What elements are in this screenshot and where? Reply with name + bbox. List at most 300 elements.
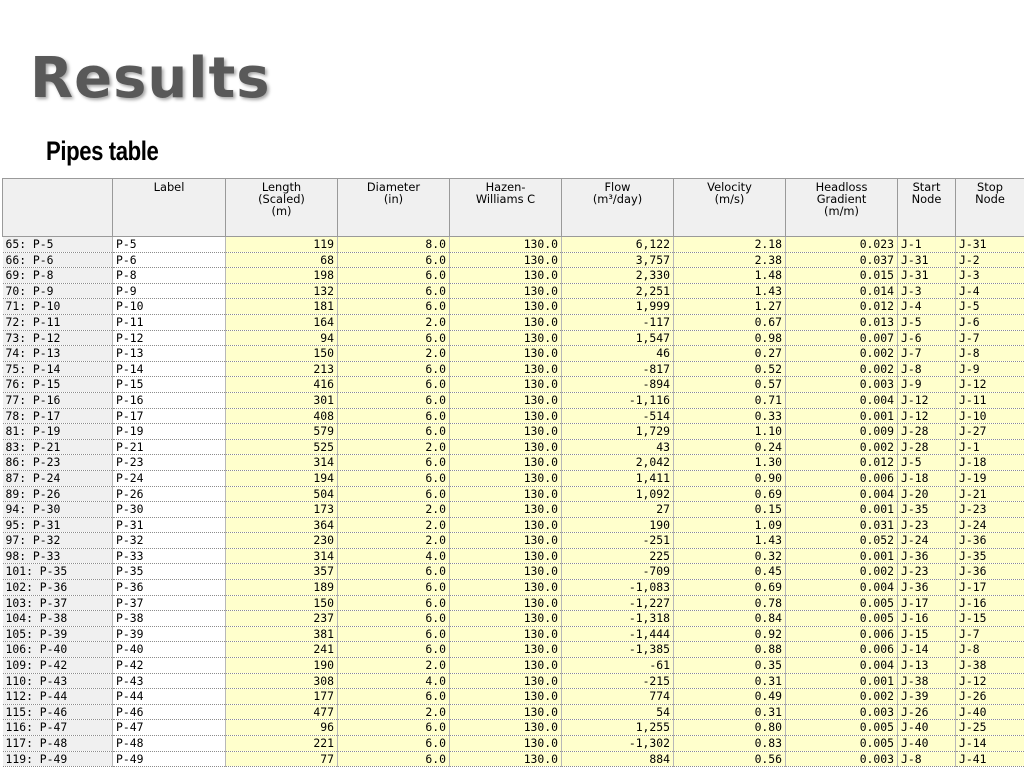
cell-length[interactable]: 77: [226, 751, 338, 767]
cell-velocity[interactable]: 0.80: [674, 720, 786, 736]
cell-flow[interactable]: -894: [562, 377, 674, 393]
cell-diameter[interactable]: 8.0: [338, 237, 450, 253]
cell-velocity[interactable]: 0.78: [674, 595, 786, 611]
cell-id[interactable]: 78: P-17: [3, 408, 113, 424]
cell-stop[interactable]: J-16: [956, 595, 1024, 611]
cell-hazen[interactable]: 130.0: [450, 252, 562, 268]
cell-diameter[interactable]: 6.0: [338, 252, 450, 268]
cell-diameter[interactable]: 6.0: [338, 455, 450, 471]
cell-id[interactable]: 105: P-39: [3, 626, 113, 642]
cell-stop[interactable]: J-5: [956, 299, 1024, 315]
table-row[interactable]: [3, 377, 1024, 393]
cell-velocity[interactable]: 1.09: [674, 517, 786, 533]
cell-id[interactable]: 86: P-23: [3, 455, 113, 471]
cell-flow[interactable]: -817: [562, 361, 674, 377]
cell-id[interactable]: 98: P-33: [3, 548, 113, 564]
cell-headloss[interactable]: 0.006: [786, 642, 898, 658]
cell-velocity[interactable]: 0.88: [674, 642, 786, 658]
cell-stop[interactable]: J-40: [956, 704, 1024, 720]
cell-velocity[interactable]: 1.43: [674, 533, 786, 549]
table-row[interactable]: [3, 392, 1024, 408]
table-row[interactable]: [3, 626, 1024, 642]
cell-start[interactable]: J-35: [898, 502, 956, 518]
table-row[interactable]: [3, 424, 1024, 440]
cell-hazen[interactable]: 130.0: [450, 658, 562, 674]
table-row[interactable]: [3, 673, 1024, 689]
cell-flow[interactable]: 2,042: [562, 455, 674, 471]
table-row[interactable]: [3, 736, 1024, 752]
cell-velocity[interactable]: 0.31: [674, 704, 786, 720]
cell-stop[interactable]: J-24: [956, 517, 1024, 533]
cell-length[interactable]: 177: [226, 689, 338, 705]
cell-flow[interactable]: -1,116: [562, 392, 674, 408]
cell-headloss[interactable]: 0.001: [786, 548, 898, 564]
cell-diameter[interactable]: 2.0: [338, 314, 450, 330]
cell-headloss[interactable]: 0.015: [786, 268, 898, 284]
cell-label[interactable]: P-15: [113, 377, 226, 393]
cell-stop[interactable]: J-7: [956, 330, 1024, 346]
cell-id[interactable]: 102: P-36: [3, 580, 113, 596]
column-header-length[interactable]: Length (Scaled) (m): [226, 179, 338, 237]
cell-length[interactable]: 416: [226, 377, 338, 393]
cell-id[interactable]: 119: P-49: [3, 751, 113, 767]
cell-start[interactable]: J-17: [898, 595, 956, 611]
cell-flow[interactable]: 3,757: [562, 252, 674, 268]
cell-label[interactable]: P-24: [113, 470, 226, 486]
cell-diameter[interactable]: 2.0: [338, 533, 450, 549]
cell-headloss[interactable]: 0.014: [786, 283, 898, 299]
table-row[interactable]: [3, 704, 1024, 720]
cell-label[interactable]: P-10: [113, 299, 226, 315]
cell-diameter[interactable]: 6.0: [338, 642, 450, 658]
cell-start[interactable]: J-9: [898, 377, 956, 393]
cell-hazen[interactable]: 130.0: [450, 720, 562, 736]
cell-flow[interactable]: -1,227: [562, 595, 674, 611]
cell-id[interactable]: 97: P-32: [3, 533, 113, 549]
table-row[interactable]: [3, 470, 1024, 486]
cell-headloss[interactable]: 0.004: [786, 392, 898, 408]
cell-stop[interactable]: J-26: [956, 689, 1024, 705]
cell-headloss[interactable]: 0.005: [786, 611, 898, 627]
cell-stop[interactable]: J-35: [956, 548, 1024, 564]
cell-velocity[interactable]: 1.48: [674, 268, 786, 284]
cell-stop[interactable]: J-18: [956, 455, 1024, 471]
cell-diameter[interactable]: 6.0: [338, 626, 450, 642]
cell-length[interactable]: 119: [226, 237, 338, 253]
cell-stop[interactable]: J-12: [956, 377, 1024, 393]
cell-label[interactable]: P-46: [113, 704, 226, 720]
cell-headloss[interactable]: 0.012: [786, 299, 898, 315]
cell-length[interactable]: 213: [226, 361, 338, 377]
cell-stop[interactable]: J-1: [956, 439, 1024, 455]
cell-label[interactable]: P-38: [113, 611, 226, 627]
cell-velocity[interactable]: 0.84: [674, 611, 786, 627]
column-header-id[interactable]: [3, 179, 113, 237]
cell-length[interactable]: 357: [226, 564, 338, 580]
table-row[interactable]: [3, 580, 1024, 596]
cell-hazen[interactable]: 130.0: [450, 392, 562, 408]
cell-start[interactable]: J-38: [898, 673, 956, 689]
cell-diameter[interactable]: 2.0: [338, 704, 450, 720]
cell-start[interactable]: J-24: [898, 533, 956, 549]
cell-id[interactable]: 109: P-42: [3, 658, 113, 674]
cell-diameter[interactable]: 6.0: [338, 377, 450, 393]
cell-hazen[interactable]: 130.0: [450, 689, 562, 705]
cell-start[interactable]: J-40: [898, 720, 956, 736]
column-header-diameter[interactable]: Diameter (in): [338, 179, 450, 237]
cell-flow[interactable]: -1,318: [562, 611, 674, 627]
cell-velocity[interactable]: 0.57: [674, 377, 786, 393]
cell-headloss[interactable]: 0.005: [786, 736, 898, 752]
cell-flow[interactable]: -61: [562, 658, 674, 674]
cell-flow[interactable]: 2,330: [562, 268, 674, 284]
cell-hazen[interactable]: 130.0: [450, 704, 562, 720]
cell-diameter[interactable]: 6.0: [338, 736, 450, 752]
cell-hazen[interactable]: 130.0: [450, 673, 562, 689]
cell-flow[interactable]: 1,092: [562, 486, 674, 502]
cell-start[interactable]: J-7: [898, 346, 956, 362]
cell-flow[interactable]: -1,385: [562, 642, 674, 658]
cell-length[interactable]: 164: [226, 314, 338, 330]
cell-length[interactable]: 477: [226, 704, 338, 720]
cell-hazen[interactable]: 130.0: [450, 751, 562, 767]
cell-length[interactable]: 194: [226, 470, 338, 486]
cell-label[interactable]: P-5: [113, 237, 226, 253]
cell-flow[interactable]: -514: [562, 408, 674, 424]
cell-flow[interactable]: 54: [562, 704, 674, 720]
cell-hazen[interactable]: 130.0: [450, 533, 562, 549]
cell-label[interactable]: P-47: [113, 720, 226, 736]
cell-stop[interactable]: J-19: [956, 470, 1024, 486]
cell-velocity[interactable]: 0.92: [674, 626, 786, 642]
cell-diameter[interactable]: 6.0: [338, 595, 450, 611]
cell-start[interactable]: J-16: [898, 611, 956, 627]
table-row[interactable]: [3, 548, 1024, 564]
table-row[interactable]: [3, 299, 1024, 315]
cell-hazen[interactable]: 130.0: [450, 595, 562, 611]
cell-label[interactable]: P-30: [113, 502, 226, 518]
cell-diameter[interactable]: 6.0: [338, 268, 450, 284]
cell-headloss[interactable]: 0.002: [786, 439, 898, 455]
table-row[interactable]: [3, 611, 1024, 627]
table-row[interactable]: [3, 533, 1024, 549]
cell-length[interactable]: 68: [226, 252, 338, 268]
table-row[interactable]: [3, 455, 1024, 471]
cell-length[interactable]: 190: [226, 658, 338, 674]
cell-start[interactable]: J-31: [898, 268, 956, 284]
cell-label[interactable]: P-31: [113, 517, 226, 533]
cell-hazen[interactable]: 130.0: [450, 470, 562, 486]
cell-id[interactable]: 104: P-38: [3, 611, 113, 627]
cell-velocity[interactable]: 0.45: [674, 564, 786, 580]
cell-start[interactable]: J-36: [898, 548, 956, 564]
cell-label[interactable]: P-44: [113, 689, 226, 705]
cell-diameter[interactable]: 2.0: [338, 658, 450, 674]
cell-stop[interactable]: J-31: [956, 237, 1024, 253]
cell-label[interactable]: P-40: [113, 642, 226, 658]
cell-headloss[interactable]: 0.004: [786, 580, 898, 596]
cell-label[interactable]: P-43: [113, 673, 226, 689]
cell-velocity[interactable]: 0.32: [674, 548, 786, 564]
cell-stop[interactable]: J-36: [956, 533, 1024, 549]
cell-hazen[interactable]: 130.0: [450, 626, 562, 642]
cell-label[interactable]: P-36: [113, 580, 226, 596]
cell-stop[interactable]: J-15: [956, 611, 1024, 627]
cell-length[interactable]: 221: [226, 736, 338, 752]
cell-headloss[interactable]: 0.037: [786, 252, 898, 268]
cell-headloss[interactable]: 0.052: [786, 533, 898, 549]
cell-stop[interactable]: J-41: [956, 751, 1024, 767]
cell-flow[interactable]: -215: [562, 673, 674, 689]
pipes-table-container[interactable]: [2, 178, 1024, 768]
table-row[interactable]: [3, 314, 1024, 330]
cell-stop[interactable]: J-25: [956, 720, 1024, 736]
cell-id[interactable]: 87: P-24: [3, 470, 113, 486]
cell-velocity[interactable]: 0.56: [674, 751, 786, 767]
cell-headloss[interactable]: 0.002: [786, 361, 898, 377]
cell-start[interactable]: J-1: [898, 237, 956, 253]
cell-flow[interactable]: 884: [562, 751, 674, 767]
cell-stop[interactable]: J-6: [956, 314, 1024, 330]
cell-label[interactable]: P-12: [113, 330, 226, 346]
cell-start[interactable]: J-39: [898, 689, 956, 705]
column-header-velocity[interactable]: Velocity (m/s): [674, 179, 786, 237]
cell-headloss[interactable]: 0.031: [786, 517, 898, 533]
cell-velocity[interactable]: 0.35: [674, 658, 786, 674]
cell-velocity[interactable]: 1.43: [674, 283, 786, 299]
cell-flow[interactable]: -709: [562, 564, 674, 580]
cell-hazen[interactable]: 130.0: [450, 736, 562, 752]
cell-hazen[interactable]: 130.0: [450, 642, 562, 658]
cell-label[interactable]: P-35: [113, 564, 226, 580]
cell-hazen[interactable]: 130.0: [450, 299, 562, 315]
cell-stop[interactable]: J-8: [956, 642, 1024, 658]
cell-start[interactable]: J-20: [898, 486, 956, 502]
cell-flow[interactable]: -1,302: [562, 736, 674, 752]
cell-headloss[interactable]: 0.002: [786, 564, 898, 580]
table-row[interactable]: [3, 439, 1024, 455]
cell-velocity[interactable]: 1.27: [674, 299, 786, 315]
cell-label[interactable]: P-39: [113, 626, 226, 642]
cell-velocity[interactable]: 0.15: [674, 502, 786, 518]
cell-headloss[interactable]: 0.005: [786, 720, 898, 736]
cell-flow[interactable]: 46: [562, 346, 674, 362]
cell-velocity[interactable]: 0.90: [674, 470, 786, 486]
cell-hazen[interactable]: 130.0: [450, 314, 562, 330]
cell-label[interactable]: P-42: [113, 658, 226, 674]
cell-flow[interactable]: 1,729: [562, 424, 674, 440]
table-row[interactable]: [3, 237, 1024, 253]
cell-start[interactable]: J-36: [898, 580, 956, 596]
cell-hazen[interactable]: 130.0: [450, 346, 562, 362]
cell-headloss[interactable]: 0.004: [786, 486, 898, 502]
cell-label[interactable]: P-49: [113, 751, 226, 767]
cell-stop[interactable]: J-14: [956, 736, 1024, 752]
cell-velocity[interactable]: 0.52: [674, 361, 786, 377]
cell-length[interactable]: 189: [226, 580, 338, 596]
table-row[interactable]: [3, 486, 1024, 502]
cell-hazen[interactable]: 130.0: [450, 455, 562, 471]
cell-velocity[interactable]: 0.31: [674, 673, 786, 689]
cell-hazen[interactable]: 130.0: [450, 377, 562, 393]
cell-diameter[interactable]: 6.0: [338, 720, 450, 736]
cell-id[interactable]: 117: P-48: [3, 736, 113, 752]
cell-diameter[interactable]: 6.0: [338, 361, 450, 377]
column-header-hazen[interactable]: Hazen- Williams C: [450, 179, 562, 237]
cell-label[interactable]: P-9: [113, 283, 226, 299]
cell-headloss[interactable]: 0.023: [786, 237, 898, 253]
cell-id[interactable]: 74: P-13: [3, 346, 113, 362]
cell-id[interactable]: 76: P-15: [3, 377, 113, 393]
cell-length[interactable]: 181: [226, 299, 338, 315]
cell-stop[interactable]: J-23: [956, 502, 1024, 518]
cell-diameter[interactable]: 6.0: [338, 283, 450, 299]
cell-id[interactable]: 89: P-26: [3, 486, 113, 502]
cell-start[interactable]: J-28: [898, 424, 956, 440]
cell-start[interactable]: J-5: [898, 455, 956, 471]
cell-headloss[interactable]: 0.002: [786, 346, 898, 362]
cell-hazen[interactable]: 130.0: [450, 439, 562, 455]
table-row[interactable]: [3, 361, 1024, 377]
cell-label[interactable]: P-14: [113, 361, 226, 377]
cell-hazen[interactable]: 130.0: [450, 237, 562, 253]
cell-label[interactable]: P-26: [113, 486, 226, 502]
cell-stop[interactable]: J-17: [956, 580, 1024, 596]
cell-hazen[interactable]: 130.0: [450, 408, 562, 424]
cell-id[interactable]: 75: P-14: [3, 361, 113, 377]
cell-start[interactable]: J-3: [898, 283, 956, 299]
cell-start[interactable]: J-15: [898, 626, 956, 642]
table-row[interactable]: [3, 689, 1024, 705]
cell-id[interactable]: 101: P-35: [3, 564, 113, 580]
cell-stop[interactable]: J-9: [956, 361, 1024, 377]
cell-velocity[interactable]: 0.67: [674, 314, 786, 330]
cell-length[interactable]: 198: [226, 268, 338, 284]
cell-diameter[interactable]: 2.0: [338, 346, 450, 362]
cell-label[interactable]: P-19: [113, 424, 226, 440]
cell-label[interactable]: P-8: [113, 268, 226, 284]
cell-id[interactable]: 81: P-19: [3, 424, 113, 440]
table-row[interactable]: [3, 408, 1024, 424]
cell-id[interactable]: 70: P-9: [3, 283, 113, 299]
cell-id[interactable]: 103: P-37: [3, 595, 113, 611]
cell-diameter[interactable]: 6.0: [338, 392, 450, 408]
cell-length[interactable]: 525: [226, 439, 338, 455]
cell-stop[interactable]: J-27: [956, 424, 1024, 440]
table-row[interactable]: [3, 517, 1024, 533]
cell-hazen[interactable]: 130.0: [450, 580, 562, 596]
cell-flow[interactable]: 225: [562, 548, 674, 564]
cell-stop[interactable]: J-12: [956, 673, 1024, 689]
cell-start[interactable]: J-5: [898, 314, 956, 330]
cell-id[interactable]: 110: P-43: [3, 673, 113, 689]
cell-diameter[interactable]: 6.0: [338, 486, 450, 502]
cell-start[interactable]: J-23: [898, 564, 956, 580]
cell-headloss[interactable]: 0.003: [786, 704, 898, 720]
cell-flow[interactable]: -1,083: [562, 580, 674, 596]
cell-length[interactable]: 364: [226, 517, 338, 533]
cell-stop[interactable]: J-10: [956, 408, 1024, 424]
cell-id[interactable]: 65: P-5: [3, 237, 113, 253]
cell-flow[interactable]: -251: [562, 533, 674, 549]
cell-velocity[interactable]: 0.33: [674, 408, 786, 424]
cell-stop[interactable]: J-11: [956, 392, 1024, 408]
cell-headloss[interactable]: 0.003: [786, 377, 898, 393]
cell-label[interactable]: P-32: [113, 533, 226, 549]
cell-flow[interactable]: 190: [562, 517, 674, 533]
table-row[interactable]: [3, 564, 1024, 580]
cell-label[interactable]: P-13: [113, 346, 226, 362]
table-row[interactable]: [3, 346, 1024, 362]
cell-diameter[interactable]: 6.0: [338, 580, 450, 596]
cell-flow[interactable]: 6,122: [562, 237, 674, 253]
cell-length[interactable]: 173: [226, 502, 338, 518]
column-header-flow[interactable]: Flow (m³/day): [562, 179, 674, 237]
cell-headloss[interactable]: 0.013: [786, 314, 898, 330]
cell-stop[interactable]: J-7: [956, 626, 1024, 642]
cell-velocity[interactable]: 1.30: [674, 455, 786, 471]
cell-headloss[interactable]: 0.006: [786, 470, 898, 486]
cell-velocity[interactable]: 0.27: [674, 346, 786, 362]
cell-id[interactable]: 115: P-46: [3, 704, 113, 720]
cell-headloss[interactable]: 0.001: [786, 673, 898, 689]
cell-hazen[interactable]: 130.0: [450, 424, 562, 440]
cell-headloss[interactable]: 0.007: [786, 330, 898, 346]
cell-start[interactable]: J-8: [898, 361, 956, 377]
cell-length[interactable]: 237: [226, 611, 338, 627]
cell-length[interactable]: 314: [226, 455, 338, 471]
cell-velocity[interactable]: 2.38: [674, 252, 786, 268]
cell-flow[interactable]: 43: [562, 439, 674, 455]
cell-diameter[interactable]: 6.0: [338, 689, 450, 705]
cell-length[interactable]: 150: [226, 595, 338, 611]
cell-start[interactable]: J-14: [898, 642, 956, 658]
cell-flow[interactable]: 1,547: [562, 330, 674, 346]
cell-velocity[interactable]: 0.49: [674, 689, 786, 705]
cell-diameter[interactable]: 6.0: [338, 330, 450, 346]
cell-stop[interactable]: J-2: [956, 252, 1024, 268]
cell-flow[interactable]: 774: [562, 689, 674, 705]
cell-start[interactable]: J-28: [898, 439, 956, 455]
cell-start[interactable]: J-12: [898, 392, 956, 408]
cell-diameter[interactable]: 6.0: [338, 611, 450, 627]
cell-headloss[interactable]: 0.005: [786, 595, 898, 611]
cell-flow[interactable]: 27: [562, 502, 674, 518]
cell-label[interactable]: P-23: [113, 455, 226, 471]
cell-label[interactable]: P-48: [113, 736, 226, 752]
cell-length[interactable]: 241: [226, 642, 338, 658]
table-row[interactable]: [3, 252, 1024, 268]
cell-headloss[interactable]: 0.001: [786, 502, 898, 518]
cell-start[interactable]: J-18: [898, 470, 956, 486]
cell-diameter[interactable]: 6.0: [338, 424, 450, 440]
cell-label[interactable]: P-33: [113, 548, 226, 564]
cell-start[interactable]: J-6: [898, 330, 956, 346]
cell-hazen[interactable]: 130.0: [450, 564, 562, 580]
cell-velocity[interactable]: 0.69: [674, 580, 786, 596]
cell-velocity[interactable]: 0.71: [674, 392, 786, 408]
cell-diameter[interactable]: 6.0: [338, 564, 450, 580]
table-row[interactable]: [3, 595, 1024, 611]
cell-start[interactable]: J-13: [898, 658, 956, 674]
cell-id[interactable]: 95: P-31: [3, 517, 113, 533]
cell-headloss[interactable]: 0.012: [786, 455, 898, 471]
table-row[interactable]: [3, 502, 1024, 518]
cell-start[interactable]: J-26: [898, 704, 956, 720]
cell-label[interactable]: P-6: [113, 252, 226, 268]
cell-diameter[interactable]: 6.0: [338, 751, 450, 767]
column-header-headloss[interactable]: Headloss Gradient (m/m): [786, 179, 898, 237]
